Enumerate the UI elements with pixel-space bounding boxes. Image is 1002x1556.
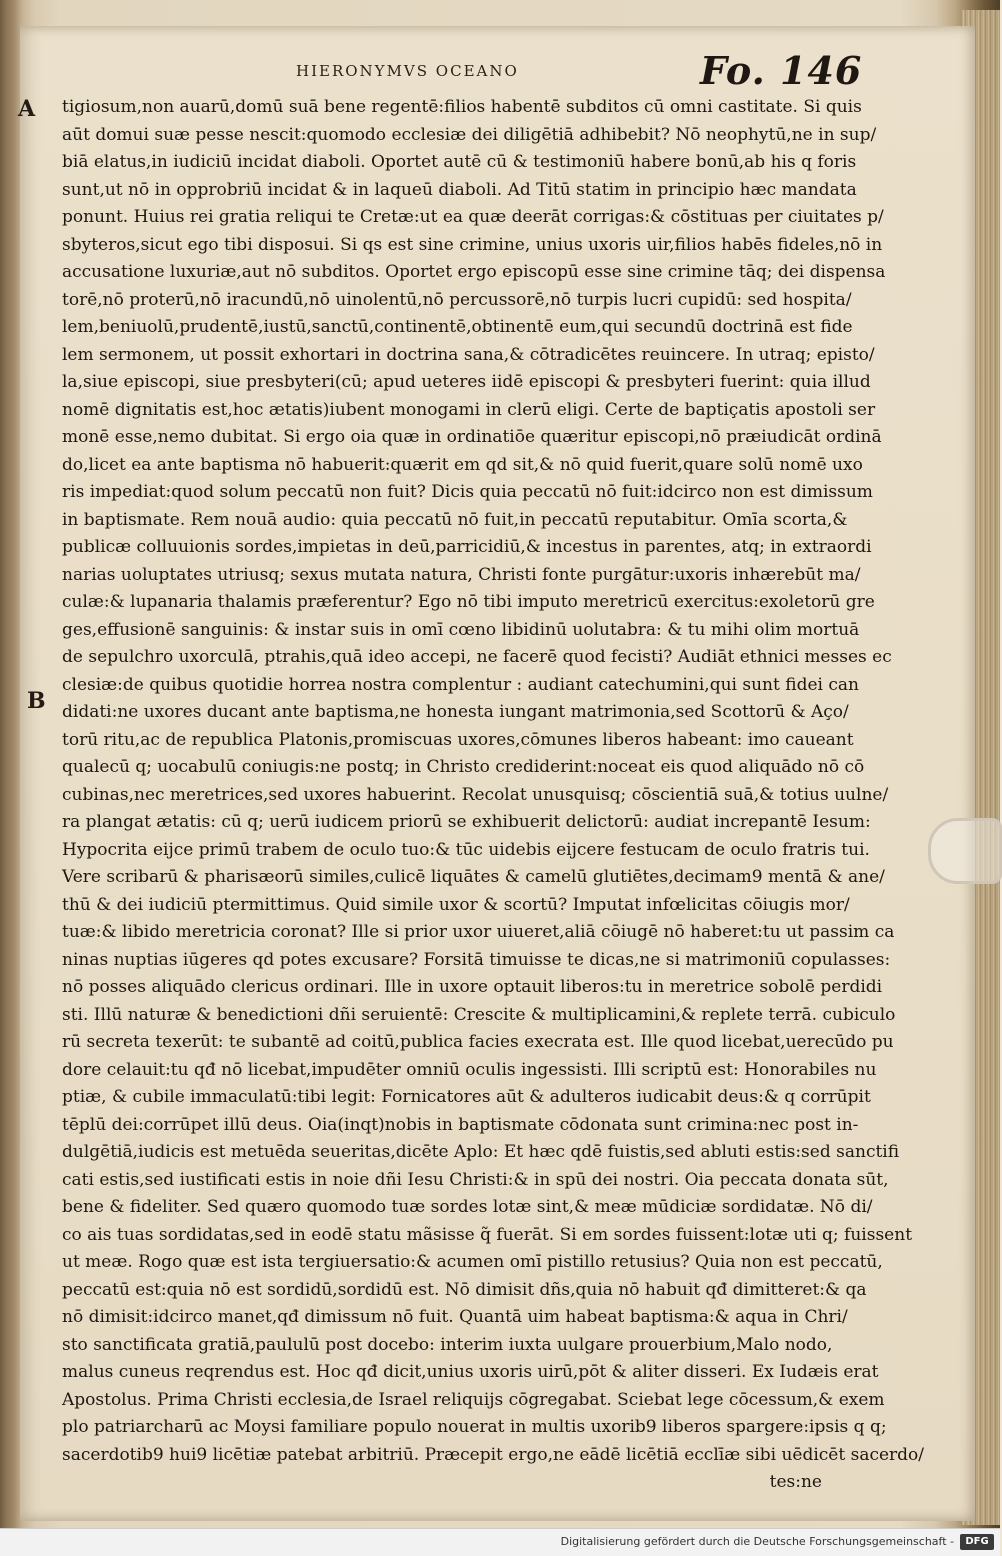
text-line: biā elatus,in iudiciū incidat diaboli. Oportet autē cū & testimoniū habere bonū,ab his q foris <box>62 152 857 172</box>
text-line: tigiosum,non auarū,domū suā bene regentē:filios habentē subditos cū omni castitate. Si quis <box>62 97 862 117</box>
digitization-footer <box>0 1528 1000 1556</box>
margin-letter-a: A <box>18 96 36 122</box>
text-line: nō posses aliquādo clericus ordinari. Ille in uxore optauit liberos:tu in meretrice sobolē perdidi <box>62 977 883 997</box>
text-line: sbyteros,sicut ego tibi disposui. Si qs est sine crimine, unius uxoris uir,filios habēs fideles,nō in <box>62 234 883 255</box>
text-line: ges,effusionē sanguinis: & instar suis in omī cœno libidinū uolutabra: & tu mihi olim mortuā <box>62 619 860 640</box>
text-line: co ais tuas sordidatas,sed in eodē statu mãsisse q̃ fuerāt. Si em sordes fuissent:lotæ uti q; fuissent <box>62 1224 913 1245</box>
text-line: sunt,ut nō in opprobriū incidat & in laqueū diaboli. Ad Titū statim in principio hæc mandata <box>62 179 857 200</box>
text-line: tēplū dei:corrūpet illū deus. Oia(inqt)nobis in baptismate cōdonata sunt crimina:nec post in- <box>62 1114 859 1135</box>
text-line: thū & dei iudiciū ptermittimus. Quid simile uxor & scortū? Imputat infœlicitas cōiugis mor/ <box>62 894 850 915</box>
page-clip <box>928 818 1002 884</box>
text-line: Hypocrita eijce primū trabem de oculo tuo:& tūc uidebis eijcere festucam de oculo fratris tui. <box>62 839 870 860</box>
dfg-logo: DFG <box>960 1534 994 1550</box>
text-line: lem sermonem, ut possit exhortari in doctrina sana,& cōtradicētes reuincere. In utraq; episto/ <box>62 344 875 365</box>
text-line: ut meæ. Rogo quæ est ista tergiuersatio:& acumen omī pistillo retusius? Quia non est peccatū, <box>62 1252 883 1272</box>
text-line: ptiæ, & cubile immaculatū:tibi legit: Fornicatores aūt & adulteros iudicabit deus:& q corrūpit <box>62 1087 871 1107</box>
text-line: culæ:& lupanaria thalamis præferentur? Ego nō tibi imputo meretricū exercitus:exoletorū gre <box>62 592 875 612</box>
funding-notice: Digitalisierung gefördert durch die Deutsche Forschungsgemeinschaft - <box>560 1535 954 1548</box>
text-line: qualecū q; uocabulū coniugis:ne postq; in Christo crediderint:noceat eis quod aliquādo nō cō <box>62 757 865 777</box>
text-line: clesiæ:de quibus quotidie horrea nostra complentur : audiant catechumini,qui sunt fidei can <box>62 674 859 695</box>
text-line: do,licet ea ante baptisma nō habuerit:quærit em qd sit,& nō quid fuerit,quare solū nomē uxo <box>62 454 863 475</box>
text-line: sacerdotib9 hui9 licētiæ patebat arbitriū. Præcepit ergo,ne eādē licētiā ecclīæ sibi uēdicēt sacerdo/ <box>62 1444 925 1465</box>
text-line: nomē dignitatis est,hoc ætatis)iubent monogami in clerū eligi. Certe de baptiçatis apostoli ser <box>62 399 876 420</box>
margin-letter-b: B <box>27 688 46 714</box>
body-text <box>62 94 925 1497</box>
text-line: lem,beniuolū,prudentē,iustū,sanctū,continentē,obtinentē eum,qui secundū doctrinā est fide <box>62 317 853 337</box>
text-line: tes:ne <box>769 1472 822 1492</box>
text-line: sto sanctificata gratiā,paululū post docebo: interim iuxta uulgare prouerbium,Malo nodo, <box>62 1334 833 1355</box>
text-line: plo patriarcharū ac Moysi familiare populo nouerat in multis uxorib9 liberos spargere:ipsis q q; <box>62 1417 887 1437</box>
text-line: rū secreta texerūt: te subantē ad coitū,publica facies execrata est. Ille quod licebat,uerecūdo pu <box>62 1032 894 1052</box>
text-line: in baptismate. Rem nouā audio: quia peccatū nō fuit,in peccatū reputabitur. Omīa scorta,& <box>62 509 848 530</box>
text-line: nō dimisit:idcirco manet,qđ dimissum nō fuit. Quantā uim habeat baptisma:& aqua in Chri/ <box>62 1307 848 1327</box>
text-line: la,siue episcopi, siue presbyteri(cū; apud ueteres iidē episcopi & presbyteri fuerint: quia illud <box>62 372 871 392</box>
text-line: ra plangat ætatis: cū q; uerū iudicem priorū se exhibuerit delictorū: audiat increpantē Iesum: <box>62 812 871 832</box>
text-line: cubinas,nec meretrices,sed uxores habuerint. Recolat unusquisq; cōscientiā suā,& totius uulne/ <box>62 784 889 805</box>
running-head: HIERONYMVS OCEANO <box>296 62 519 80</box>
text-line: dore celauit:tu qđ nō licebat,impudēter omniū oculis ingessisti. Illi scriptū est: Honorabiles nu <box>62 1059 877 1080</box>
text-line: ponunt. Huius rei gratia reliqui te Cretæ:ut ea quæ deerāt corrigas:& cōstituas per ciuitates p/ <box>62 207 884 227</box>
text-line: didati:ne uxores ducant ante baptisma,ne honesta iungant matrimonia,sed Scottorū & Aço/ <box>62 702 849 722</box>
text-line: monē esse,nemo dubitat. Si ergo oia quæ in ordinatiōe quæritur episcopi,nō præiudicāt ordinā <box>62 427 882 447</box>
text-line: Apostolus. Prima Christi ecclesia,de Israel reliquijs cōgregabat. Sciebat lege cōcessum,& exem <box>62 1389 885 1410</box>
text-line: malus cuneus reqrendus est. Hoc qđ dicit,unius uxoris uirū,pōt & aliter disseri. Ex Iudæis erat <box>62 1362 879 1382</box>
text-line: Vere scribarū & pharisæorū similes,culicē liquātes & camelū glutiētes,decimam9 mentā & ane/ <box>62 867 885 887</box>
text-line: ris impediat:quod solum peccatū non fuit? Dicis quia peccatū nō fuit:idcirco non est dimissum <box>62 482 873 502</box>
text-line: accusatione luxuriæ,aut nō subditos. Oportet ergo episcopū esse sine crimine tāq; dei dispensa <box>62 262 886 282</box>
text-line: dulgētiā,iudicis est metuēda seueritas,dicēte Aplo: Et hæc qdē fuistis,sed abluti estis:sed sanctifi <box>62 1142 900 1162</box>
text-line: de sepulchro uxorculā, ptrahis,quā ideo accepi, ne facerē quod fecisti? Audiāt ethnici messes ec <box>62 647 892 667</box>
text-line: sti. Illū naturæ & benedictioni dñi seruientē: Crescite & multiplicamini,& replete terrā. cubiculo <box>62 1004 896 1025</box>
text-line: publicæ colluuionis sordes,impietas in deū,parricidiū,& incestus in parentes, atq; in extraordi <box>62 537 872 557</box>
text-line: aūt domui suæ pesse nescit:quomodo ecclesiæ dei diligētiā adhibebit? Nō neophytū,ne in sup/ <box>62 124 877 145</box>
text-line: peccatū est:quia nō est sordidū,sordidū est. Nō dimisit dñs,quia nō habuit qđ dimitteret:& qa <box>62 1279 867 1300</box>
text-line: torū ritu,ac de republica Platonis,promiscuas uxores,cōmunes liberos habeant: imo caueant <box>62 729 854 750</box>
text-line: cati estis,sed iustificati estis in noie dñi Iesu Christi:& in spū dei nostri. Oia peccata donata sūt, <box>62 1169 889 1190</box>
text-line: tuæ:& libido meretricia coronat? Ille si prior uxor uiueret,aliā cōiugē nō haberet:tu ut passim ca <box>62 922 895 942</box>
text-line: bene & fideliter. Sed quæro quomodo tuæ sordes lotæ sint,& meæ mūdiciæ sordidatæ. Nō di/ <box>62 1197 873 1217</box>
folio-number: Fo. 146 <box>700 48 863 93</box>
text-line: ninas nuptias iūgeres qd potes excusare? Forsitā timuisse te dicas,ne si matrimoniū copulasses: <box>62 949 891 970</box>
text-line: narias uoluptates utriusq; sexus mutata natura, Christi fonte purgātur:uxoris inhærebūt ma/ <box>62 564 861 585</box>
text-line: torē,nō proterū,nō iracundū,nō uinolentū,nō percussorē,nō turpis lucri cupidū: sed hospita/ <box>62 289 852 310</box>
